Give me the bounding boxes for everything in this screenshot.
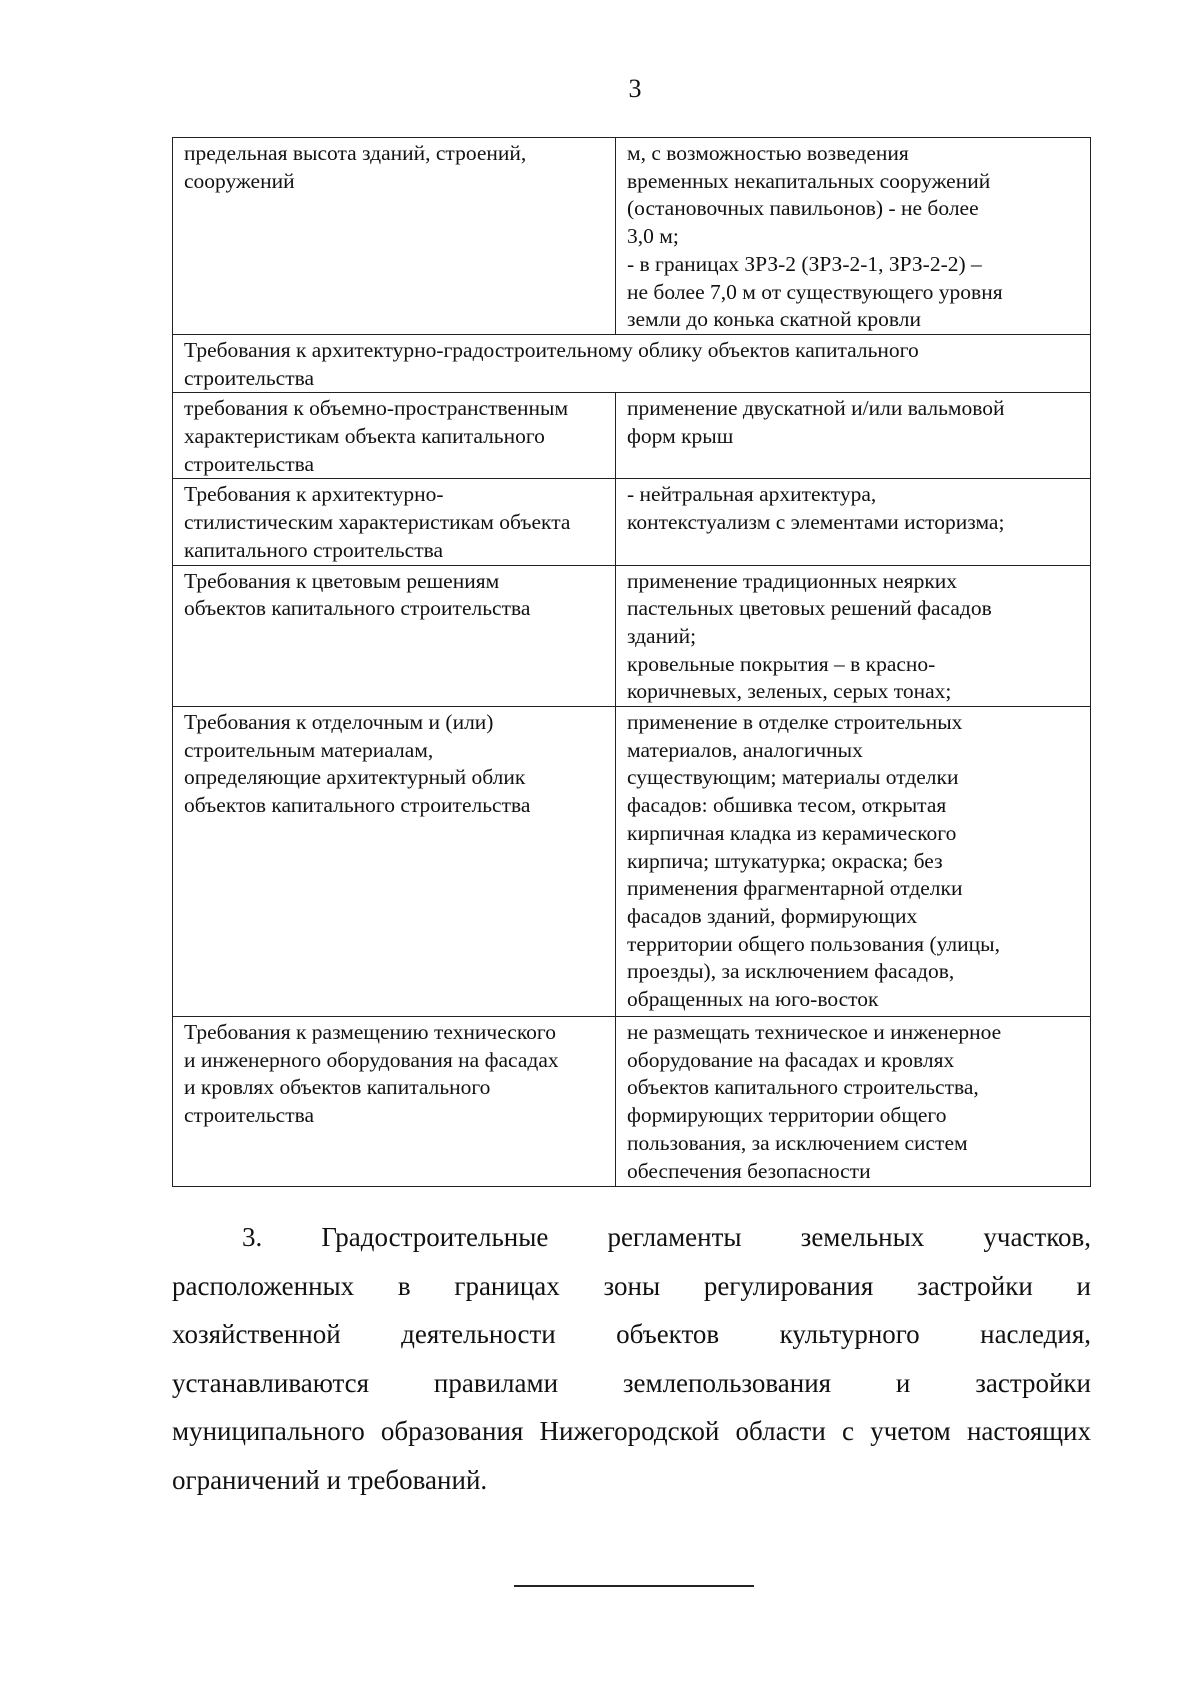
word: участков, bbox=[983, 1222, 1091, 1252]
word: области bbox=[735, 1416, 826, 1446]
paragraph-line bbox=[172, 1310, 1091, 1359]
word: деятельности bbox=[401, 1319, 556, 1349]
table-row bbox=[173, 1017, 1091, 1187]
end-of-document-rule bbox=[514, 1585, 754, 1587]
word: в bbox=[397, 1270, 411, 1301]
table-cell-value bbox=[616, 138, 1091, 335]
cell-text: применение двускатной и/или вальмовой форм крыш bbox=[627, 396, 1005, 449]
table-row bbox=[173, 393, 1091, 479]
word: образования bbox=[380, 1416, 524, 1446]
table-cell-parameter bbox=[173, 1017, 616, 1187]
table-row bbox=[173, 479, 1091, 565]
table-cell-value bbox=[616, 707, 1091, 1017]
word: культурного bbox=[779, 1319, 920, 1349]
word: правилами bbox=[433, 1367, 559, 1398]
cell-text: применение традиционных неярких пастельных цветовых решений фасадов зданий; кровельные покрытия – в красно- коричневых, зеленых, серых тонах; bbox=[627, 568, 992, 704]
table-cell-parameter bbox=[173, 565, 616, 707]
table-cell-value bbox=[616, 565, 1091, 707]
word: застройки bbox=[917, 1270, 1033, 1301]
word: регламенты bbox=[607, 1222, 742, 1252]
word: и bbox=[895, 1367, 911, 1398]
word: границах bbox=[454, 1270, 560, 1301]
word: Градостроительные bbox=[321, 1222, 549, 1252]
cell-text: не размещать техническое и инженерное оборудование на фасадах и кровлях объектов капитального строительства, формирующих территории общего пользования, за исключением систем обеспечения безопасности bbox=[627, 1020, 1002, 1183]
table-row bbox=[173, 334, 1091, 392]
word: настоящих bbox=[966, 1416, 1091, 1446]
cell-text: - нейтральная архитектура, контекстуализм с элементами историзма; bbox=[627, 482, 1005, 535]
paragraph-line bbox=[172, 1456, 1091, 1505]
word: расположенных bbox=[172, 1270, 355, 1301]
section-header-text: Требования к архитектурно-градостроительному облику объектов капитального строительства bbox=[184, 337, 919, 390]
word: землепользования bbox=[622, 1367, 832, 1398]
cell-text: Требования к размещению технического и инженерного оборудования на фасадах и кровлях объектов капитального строительства bbox=[184, 1020, 559, 1128]
word: устанавливаются bbox=[172, 1367, 370, 1398]
word: 3. bbox=[242, 1222, 263, 1252]
cell-text: Требования к архитектурно- стилистическим характеристикам объекта капитального строительства bbox=[184, 482, 571, 562]
word: муниципального bbox=[172, 1416, 365, 1446]
word: и bbox=[1076, 1270, 1091, 1301]
word: хозяйственной bbox=[172, 1319, 341, 1349]
word: ограничений и требований. bbox=[172, 1464, 488, 1495]
table-row bbox=[173, 707, 1091, 1017]
table-cell-value bbox=[616, 393, 1091, 479]
table-row bbox=[173, 138, 1091, 335]
table-cell-parameter bbox=[173, 393, 616, 479]
paragraph-line bbox=[172, 1262, 1091, 1311]
paragraph-line bbox=[172, 1359, 1091, 1408]
table-cell-parameter bbox=[173, 707, 616, 1017]
word: наследия, bbox=[980, 1319, 1091, 1349]
paragraph-line bbox=[172, 1407, 1091, 1456]
cell-text: применение в отделке строительных материалов, аналогичных существующим; материалы отделки фасадов: обшивка тесом, открытая кирпичная кладка из керамического кирпича; штукатурка; окраска; без применения фрагментарной отделки фасадов зданий, формирующих территории общего пользования (улицы, проезды), за исключением фасадов, обращенных на юго-восток bbox=[627, 710, 1000, 1012]
paragraph-line bbox=[172, 1213, 1091, 1262]
regulations-table bbox=[172, 137, 1091, 1187]
cell-text: предельная высота зданий, строений, сооружений bbox=[184, 141, 527, 193]
regulation-paragraph bbox=[172, 1213, 1091, 1504]
word: Нижегородской bbox=[539, 1416, 720, 1446]
cell-text: требования к объемно-пространственным характеристикам объекта капитального строительства bbox=[184, 396, 569, 476]
table-cell-parameter bbox=[173, 138, 616, 335]
table-cell-parameter bbox=[173, 479, 616, 565]
cell-text: Требования к отделочным и (или) строительным материалам, определяющие архитектурный облик объектов капитального строительства bbox=[184, 710, 531, 818]
table-row bbox=[173, 565, 1091, 707]
cell-text: Требования к цветовым решениям объектов капитального строительства bbox=[184, 568, 531, 621]
word: объектов bbox=[616, 1319, 720, 1349]
table-section-header bbox=[173, 334, 1091, 392]
table-cell-value bbox=[616, 1017, 1091, 1187]
word: застройки bbox=[975, 1367, 1091, 1398]
word: зоны bbox=[603, 1270, 661, 1301]
word: с bbox=[842, 1416, 854, 1446]
cell-text: м, с возможностью возведения временных некапитальных сооружений (остановочных павильонов) - не более 3,0 м; - в границах ЗРЗ-2 (ЗРЗ-2-1, ЗРЗ-2-2) – не более 7,0 м от существующего уровня земли до конька скатной кровли bbox=[627, 141, 1003, 332]
word: учетом bbox=[870, 1416, 951, 1446]
table-cell-value bbox=[616, 479, 1091, 565]
word: регулирования bbox=[703, 1270, 874, 1301]
page-number: 3 bbox=[628, 74, 642, 103]
word: земельных bbox=[800, 1222, 925, 1252]
